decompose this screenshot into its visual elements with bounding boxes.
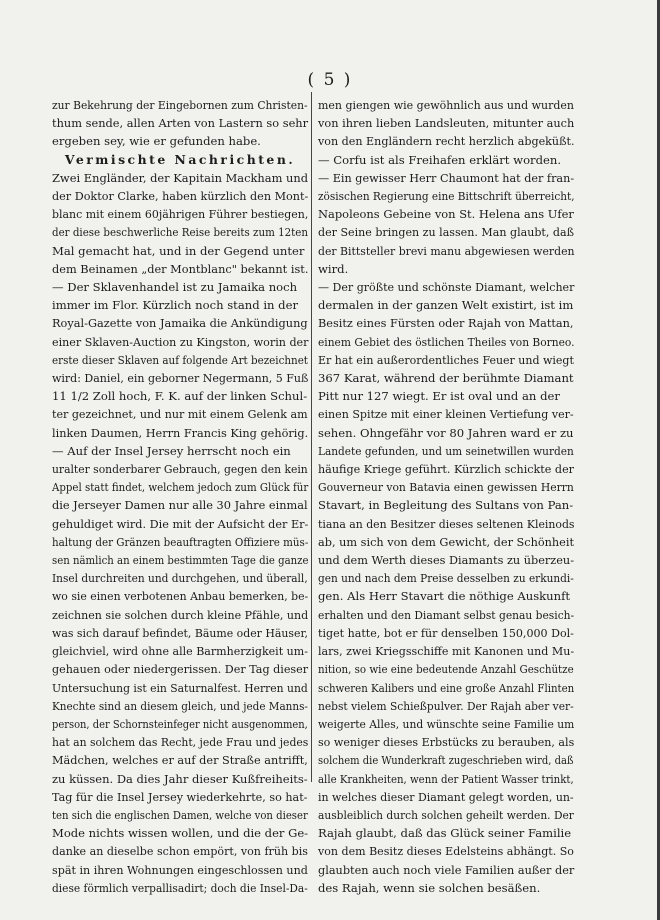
text-line: Er hat ein außerordentliches Feuer und wiegt (318, 352, 574, 367)
text-line: tiget hatte, bot er für denselben 150,000 Dol- (318, 625, 574, 640)
text-line: sehen. Ohngefähr vor 80 Jahren ward er zu (318, 425, 574, 440)
text-line: so weniger dieses Erbstücks zu berauben, als (318, 735, 575, 750)
text-line: sen nämlich an einem bestimmten Tage die ganze (52, 553, 309, 568)
text-line: der Seine bringen zu lassen. Man glaubt, daß (318, 225, 574, 240)
text-line: Mal gemacht hat, und in der Gegend unter (52, 243, 305, 258)
column-divider (311, 92, 312, 782)
text-line: — Der größte und schönste Diamant, welcher (318, 280, 575, 295)
text-line: spät in ihren Wohnungen eingeschlossen und (52, 862, 308, 877)
text-line: haltung der Gränzen beauftragten Offiziere müs- (52, 534, 309, 549)
text-line: immer im Flor. Kürzlich noch stand in der (52, 298, 298, 313)
text-line: Zwei Engländer, der Kapitain Mackham und (52, 170, 309, 185)
text-line: diese förmlich verpallisadirt; doch die Insel-Da- (52, 880, 308, 895)
text-line: Rajah glaubt, daß das Glück seiner Familie (318, 826, 572, 841)
text-line: von ihren lieben Landsleuten, mitunter auch (318, 116, 575, 131)
text-line: Besitz eines Fürsten oder Rajah von Mattan, (318, 316, 574, 331)
left-column (52, 96, 308, 897)
text-line: zur Bekehrung der Eingebornen zum Christen- (52, 98, 308, 112)
text-line: danke an dieselbe schon empört, von früh bis (52, 844, 308, 859)
text-line: und dem Werth dieses Diamants zu überzeu- (318, 553, 575, 568)
text-line: 367 Karat, während der berühmte Diamant (318, 371, 574, 386)
text-line: uralter sonderbarer Gebrauch, gegen den kein (52, 462, 308, 477)
text-line: blanc mit einem 60jährigen Führer bestiegen, (52, 207, 309, 222)
text-line: Mädchen, welches er auf der Straße antrifft, (52, 753, 308, 768)
text-line: von den Engländern recht herzlich abgeküßt. (318, 134, 575, 149)
text-line: men giengen wie gewöhnlich aus und wurden (318, 98, 574, 112)
text-line: in welches dieser Diamant gelegt worden, un- (318, 789, 574, 804)
text-line: zeichnen sie solchen durch kleine Pfähle, und (52, 607, 309, 622)
text-line: der diese beschwerliche Reise bereits zum 12ten (52, 225, 308, 240)
section-heading: Vermischte Nachrichten. (64, 151, 296, 167)
text-line: thum sende, allen Arten von Lastern so sehr (52, 116, 309, 131)
text-line: gehuldiget wird. Die mit der Aufsicht der Er- (52, 516, 309, 531)
text-line: weigerte Alles, und wünschte seine Familie um (318, 716, 575, 731)
text-line: 11 1/2 Zoll hoch, F. K. auf der linken Schul- (52, 389, 308, 404)
text-line: ergeben sey, wie er gefunden habe. (52, 134, 261, 149)
text-line: einer Sklaven-Auction zu Kingston, worin der (52, 334, 309, 349)
text-line: Landete gefunden, und um seinetwillen wurden (318, 443, 574, 458)
text-line: ausbleiblich durch solchen geheilt werden. Der (318, 807, 574, 822)
text-line: was sich darauf befindet, Bäume oder Häuser, (52, 625, 308, 640)
text-line: — Auf der Insel Jersey herrscht noch ein (52, 443, 291, 458)
text-line: zu küssen. Da dies Jahr dieser Kußfreiheits- (52, 771, 308, 786)
text-line: zösischen Regierung eine Bittschrift überreicht, (318, 189, 575, 204)
text-line: person, der Schornsteinfeger nicht ausgenommen, (52, 716, 308, 731)
text-line: nition, so wie eine bedeutende Anzahl Geschütze (318, 662, 574, 677)
text-line: Insel durchreiten und durchgehen, und überall, (52, 571, 308, 586)
text-line: — Corfu ist als Freihafen erklärt worden. (318, 152, 562, 167)
text-line: alle Krankheiten, wenn der Patient Wasser trinkt, (318, 771, 574, 786)
text-line: Royal-Gazette von Jamaika die Ankündigung (52, 316, 308, 331)
text-line: Appel statt findet, welchem jedoch zum Glück für (52, 480, 309, 495)
text-line: ab, um sich von dem Gewicht, der Schönheit (318, 534, 575, 549)
text-line: häufige Kriege geführt. Kürzlich schickte der (318, 462, 575, 477)
text-line: erste dieser Sklaven auf folgende Art bezeichnet (52, 352, 308, 367)
text-line: glaubten auch noch viele Familien außer der (318, 862, 575, 877)
text-line: Knechte sind an diesem gleich, und jede Manns- (52, 698, 308, 713)
text-line: dem Beinamen „der Montblanc" bekannt ist. (52, 261, 309, 276)
text-line: — Der Sklavenhandel ist zu Jamaika noch (52, 280, 298, 295)
text-line: dermalen in der ganzen Welt existirt, ist im (318, 298, 574, 313)
text-line: gen und nach dem Preise desselben zu erkundi- (318, 571, 574, 586)
text-line: des Rajah, wenn sie solchen besäßen. (318, 880, 541, 895)
text-line: ter gezeichnet, und nur mit einem Gelenk am (52, 407, 308, 422)
text-line: nebst vielem Schießpulver. Der Rajah aber ver- (318, 698, 574, 713)
text-line: schweren Kalibers und eine große Anzahl Flinten (318, 680, 575, 695)
text-line: die Jerseyer Damen nur alle 30 Jahre einmal (52, 498, 308, 513)
text-line: ten sich die englischen Damen, welche von dieser (52, 807, 308, 822)
text-line: Pitt nur 127 wiegt. Er ist oval und an der (318, 389, 560, 404)
text-line: gleichviel, wird ohne alle Barmherzigkeit um- (52, 644, 308, 659)
right-column (318, 96, 574, 897)
text-line: gen. Als Herr Stavart die nöthige Auskunft (318, 589, 571, 604)
page-number: ( 5 ) (307, 70, 353, 90)
text-line: einem Gebiet des östlichen Theiles von Borneo. (318, 334, 575, 349)
text-line: solchem die Wunderkraft zugeschrieben wird, daß (318, 753, 574, 768)
text-line: — Ein gewisser Herr Chaumont hat der fran- (318, 170, 575, 185)
text-line: erhalten und den Diamant selbst genau besich- (318, 607, 575, 622)
text-line: Napoleons Gebeine von St. Helena ans Ufer (318, 207, 574, 222)
text-line: wo sie einen verbotenen Anbau bemerken, be- (52, 589, 309, 604)
text-line: einen Spitze mit einer kleinen Vertiefung ver- (318, 407, 574, 422)
text-line: Tag für die Insel Jersey wiederkehrte, so hat- (52, 789, 308, 804)
text-line: der Doktor Clarke, haben kürzlich den Mont- (52, 189, 309, 204)
text-line: Mode nichts wissen wollen, und die der Ge- (52, 826, 309, 841)
text-line: hat an solchem das Recht, jede Frau und jedes (52, 735, 309, 750)
text-line: Stavart, in Begleitung des Sultans von Pan- (318, 498, 574, 513)
text-line: Gouverneur von Batavia einen gewissen Herrn (318, 480, 574, 495)
text-line: der Bittsteller brevi manu abgewiesen werden (318, 243, 575, 258)
text-line: gehauen oder niedergerissen. Der Tag dieser (52, 662, 309, 677)
text-line: von dem Besitz dieses Edelsteins abhängt. So (318, 844, 574, 859)
text-line: lars, zwei Kriegsschiffe mit Kanonen und Mu- (318, 644, 575, 659)
text-line: Untersuchung ist ein Saturnalfest. Herren und (52, 680, 308, 695)
text-line: tiana an den Besitzer dieses seltenen Kleinods (318, 516, 575, 531)
text-line: wird: Daniel, ein geborner Negermann, 5 Fuß (52, 371, 309, 386)
text-line: linken Daumen, Herrn Francis King gehörig. (52, 425, 309, 440)
text-line: wird. (318, 261, 349, 276)
